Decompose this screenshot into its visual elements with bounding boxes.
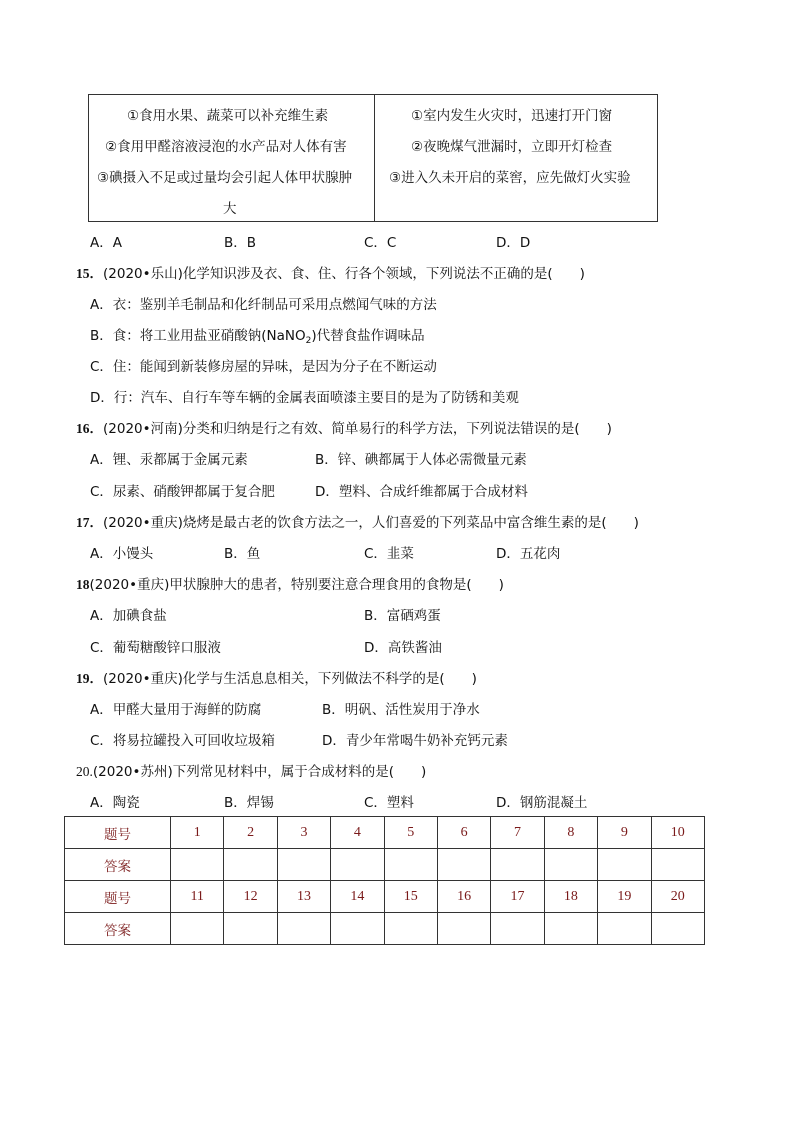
answer-cell[interactable]: [171, 913, 224, 945]
answer-cell[interactable]: [544, 849, 597, 881]
box-left-line-2: ②食用甲醛溶液浸泡的水产品对人体有害: [105, 139, 347, 155]
label-question-number: 题号: [65, 817, 171, 849]
answer-cell[interactable]: [491, 913, 544, 945]
box-right-line-3: ③进入久未开启的菜窖，应先做灯火实验: [389, 170, 631, 186]
question-number-cell: 11: [171, 881, 224, 913]
box-divider: [374, 95, 375, 221]
q16-option-d: D．塑料、合成纤维都属于合成材料: [315, 484, 528, 500]
question-number-cell: 18: [544, 881, 597, 913]
box-left-line-3: ③碘摄入不足或过量均会引起人体甲状腺肿: [97, 170, 353, 186]
question-number-cell: 7: [491, 817, 544, 849]
answer-cell[interactable]: [598, 849, 651, 881]
q14-option-d: D．D: [496, 235, 531, 251]
q18-text: (2020•重庆)甲状腺肿大的患者，特别要注意合理食用的食物是( ): [89, 577, 504, 593]
q15-option-d: D．行：汽车、自行车等车辆的金属表面喷漆主要目的是为了防锈和美观: [90, 390, 519, 406]
answer-cell[interactable]: [651, 913, 704, 945]
box-right-line-1: ①室内发生火灾时，迅速打开门窗: [411, 108, 613, 124]
box-left-line-1: ①食用水果、蔬菜可以补充维生素: [127, 108, 329, 124]
q16-option-a: A．锂、汞都属于金属元素: [90, 452, 248, 468]
q19-number: 19．: [76, 671, 103, 686]
q14-option-b: B．B: [224, 235, 257, 251]
q17-option-a: A．小馒头: [90, 546, 154, 562]
answer-table-row-answers-1: [65, 849, 705, 881]
q15-text: (2020•乐山)化学知识涉及衣、食、住、行各个领域，下列说法不正确的是( ): [103, 266, 585, 282]
question-number-cell: 5: [384, 817, 437, 849]
question-number-cell: 19: [598, 881, 651, 913]
answer-cell[interactable]: [598, 913, 651, 945]
q19-option-a: A．甲醛大量用于海鲜的防腐: [90, 702, 262, 718]
q15-option-b-subscript: 2: [305, 336, 312, 346]
q14-comparison-box: [88, 94, 658, 222]
question-number-cell: 1: [171, 817, 224, 849]
q20-option-a: A．陶瓷: [90, 795, 140, 811]
question-number-cell: 6: [437, 817, 490, 849]
q16-number: 16．: [76, 421, 103, 436]
question-number-cell: 4: [331, 817, 384, 849]
answer-cell[interactable]: [224, 849, 277, 881]
q15-stem: [76, 262, 585, 282]
answer-cell[interactable]: [651, 849, 704, 881]
q17-text: (2020•重庆)烧烤是最古老的饮食方法之一，人们喜爱的下列菜品中富含维生素的是( ): [103, 515, 639, 531]
q20-option-c: C．塑料: [364, 795, 414, 811]
q15-option-b-text: B．食：将工业用盐亚硝酸钠(NaNO: [90, 328, 306, 344]
q20-option-b: B．焊锡: [224, 795, 274, 811]
question-number-cell: 20: [651, 881, 704, 913]
q17-stem: [76, 511, 639, 531]
question-number-cell: 2: [224, 817, 277, 849]
q20-option-d: D．钢筋混凝土: [496, 795, 588, 811]
question-number-cell: 14: [331, 881, 384, 913]
q17-option-c: C．韭菜: [364, 546, 414, 562]
q18-option-d: D．高铁酱油: [364, 640, 442, 656]
answer-cell[interactable]: [331, 913, 384, 945]
q15-option-b: [90, 324, 425, 346]
box-left-line-4: 大: [223, 201, 237, 217]
answer-cell[interactable]: [491, 849, 544, 881]
q14-option-c: C．C: [364, 235, 397, 251]
q16-text: (2020•河南)分类和归纳是行之有效、简单易行的科学方法，下列说法错误的是( ): [103, 421, 612, 437]
q17-number: 17．: [76, 515, 103, 530]
q17-option-d: D．五花肉: [496, 546, 561, 562]
answer-cell[interactable]: [544, 913, 597, 945]
question-number-cell: 17: [491, 881, 544, 913]
answer-cell[interactable]: [224, 913, 277, 945]
question-number-cell: 15: [384, 881, 437, 913]
label-question-number: 题号: [65, 881, 171, 913]
answer-cell[interactable]: [277, 849, 330, 881]
q20-number: 20.: [76, 764, 93, 779]
q19-stem: [76, 667, 477, 687]
question-number-cell: 13: [277, 881, 330, 913]
question-number-cell: 16: [437, 881, 490, 913]
answer-cell[interactable]: [277, 913, 330, 945]
question-number-cell: 9: [598, 817, 651, 849]
q16-stem: [76, 417, 612, 437]
q15-option-a: A．衣：鉴别羊毛制品和化纤制品可采用点燃闻气味的方法: [90, 297, 437, 313]
answer-table-row-answers-2: [65, 913, 705, 945]
q15-option-c: C．住：能闻到新装修房屋的异味，是因为分子在不断运动: [90, 359, 437, 375]
answer-cell[interactable]: [437, 849, 490, 881]
label-answer: 答案: [65, 849, 171, 881]
answer-cell[interactable]: [384, 913, 437, 945]
q20-text: (2020•苏州)下列常见材料中，属于合成材料的是( ): [92, 764, 427, 780]
q15-number: 15．: [76, 266, 103, 281]
q19-text: (2020•重庆)化学与生活息息相关，下列做法不科学的是( ): [103, 671, 477, 687]
q19-option-d: D．青少年常喝牛奶补充钙元素: [322, 733, 508, 749]
answer-cell[interactable]: [384, 849, 437, 881]
q16-option-c: C．尿素、硝酸钾都属于复合肥: [90, 484, 275, 500]
question-number-cell: 8: [544, 817, 597, 849]
answer-table: [64, 816, 705, 945]
label-answer: 答案: [65, 913, 171, 945]
answer-cell[interactable]: [437, 913, 490, 945]
answer-cell[interactable]: [171, 849, 224, 881]
question-number-cell: 10: [651, 817, 704, 849]
question-number-cell: 12: [224, 881, 277, 913]
box-right-line-2: ②夜晚煤气泄漏时，立即开灯检查: [411, 139, 613, 155]
answer-table-row-numbers-2: [65, 881, 705, 913]
question-number-cell: 3: [277, 817, 330, 849]
q14-option-a: A．A: [90, 235, 122, 251]
q17-option-b: B．鱼: [224, 546, 261, 562]
q20-stem: [76, 760, 426, 780]
q18-option-c: C．葡萄糖酸锌口服液: [90, 640, 221, 656]
q18-number: 18: [76, 577, 90, 592]
q15-option-b-tail: )代替食盐作调味品: [311, 328, 425, 344]
q19-option-c: C．将易拉罐投入可回收垃圾箱: [90, 733, 275, 749]
q18-option-b: B．富硒鸡蛋: [364, 608, 441, 624]
q18-option-a: A．加碘食盐: [90, 608, 167, 624]
answer-cell[interactable]: [331, 849, 384, 881]
q19-option-b: B．明矾、活性炭用于净水: [322, 702, 480, 718]
answer-table-row-numbers-1: [65, 817, 705, 849]
q18-stem: [76, 573, 504, 593]
q16-option-b: B．锌、碘都属于人体必需微量元素: [315, 452, 527, 468]
